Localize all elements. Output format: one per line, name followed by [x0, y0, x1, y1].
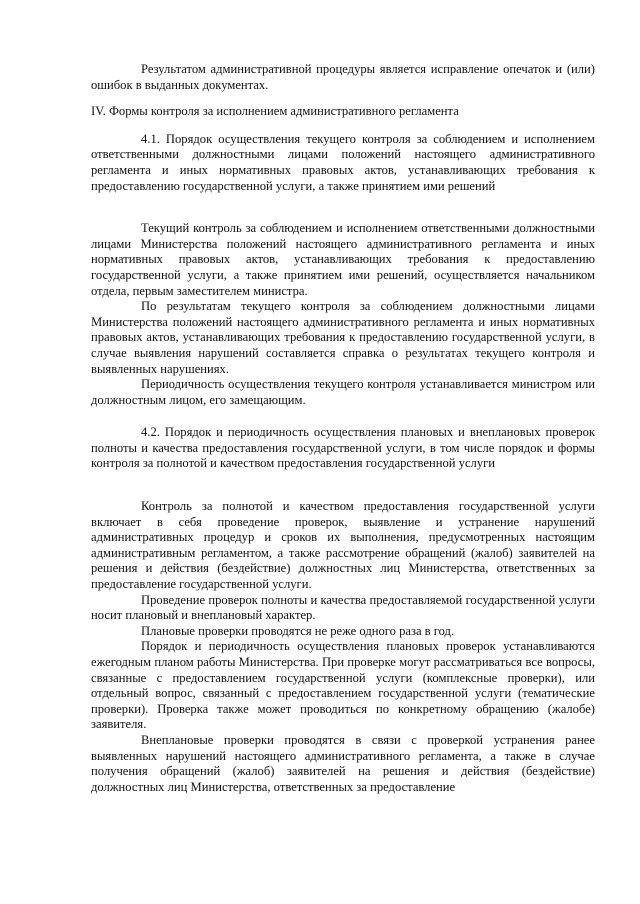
paragraph-planned-inspections: Плановые проверки проводятся не реже одного раза в год. — [141, 623, 455, 638]
paragraph-current-control: Текущий контроль за соблюдением и исполнением ответственными должностными лицами Министерства положений настоящего административного регламента и иных нормативных правовых актов, устанавливающих требования к предоставлению государственной услуги, а также принятием ими решений, осуществляется начальником отдела, первым заместителем министра. — [91, 221, 595, 298]
subsection-heading-4-1: 4.1. Порядок осуществления текущего контроля за соблюдением и исполнением ответственными должностными лицами положений настоящего административного регламента и иных нормативных правовых актов, устанавливающих требования к предоставлению государственной услуги, а также принятием ими решений — [91, 131, 595, 193]
paragraph-periodicity: Периодичность осуществления текущего контроля устанавливается министром или должностным лицом, его замещающим. — [91, 377, 595, 407]
paragraph-unplanned-inspections: Внеплановые проверки проводятся в связи с проверкой устранения ранее выявленных нарушений настоящего административного регламента, а также в случае получения обращений (жалоб) заявителей на решения и действия (бездействие) должностных лиц Министерства, ответственных за предоставление — [91, 732, 595, 794]
paragraph-inspection-order: Порядок и периодичность осуществления плановых проверок устанавливаются ежегодным планом работы Министерства. При проверке могут рассматриваться все вопросы, связанные с предоставлением государственной услуги (комплексные проверки), или отдельный вопрос, связанный с предоставлением государственной услуги (тематические проверки). Проверка также может проводиться по конкретному обращению (жалобе) заявителя. — [91, 639, 595, 732]
paragraph-result: Результатом административной процедуры является исправление опечаток и (или) ошибок в выданных документах. — [91, 62, 595, 92]
document-page — [91, 62, 595, 795]
paragraph-quality-control: Контроль за полнотой и качеством предоставления государственной услуги включает в себя проведение проверок, выявление и устранение нарушений административных процедур и сроков их выполнения, предусмотренных настоящим административным регламентом, а также рассмотрение обращений (жалоб) заявителей на решения и действия (бездействие) должностных лиц Министерства, ответственных за предоставление государственной услуги. — [91, 499, 595, 592]
paragraph-control-results: По результатам текущего контроля за соблюдением должностными лицами Министерства положений настоящего административного регламента и иных нормативных правовых актов, устанавливающих требования к предоставлению государственной услуги, в случае выявления нарушений составляется справка о результатах текущего контроля и выявленных нарушениях. — [91, 299, 595, 376]
section-heading: IV. Формы контроля за исполнением административного регламента — [91, 104, 459, 119]
paragraph-inspection-types: Проведение проверок полноты и качества предоставляемой государственной услуги носит плановый и внеплановый характер. — [91, 592, 595, 623]
subsection-heading-4-2: 4.2. Порядок и периодичность осуществления плановых и внеплановых проверок полноты и качества предоставления государственной услуги, в том числе порядок и формы контроля за полнотой и качеством предоставления государственной услуги — [91, 425, 595, 471]
